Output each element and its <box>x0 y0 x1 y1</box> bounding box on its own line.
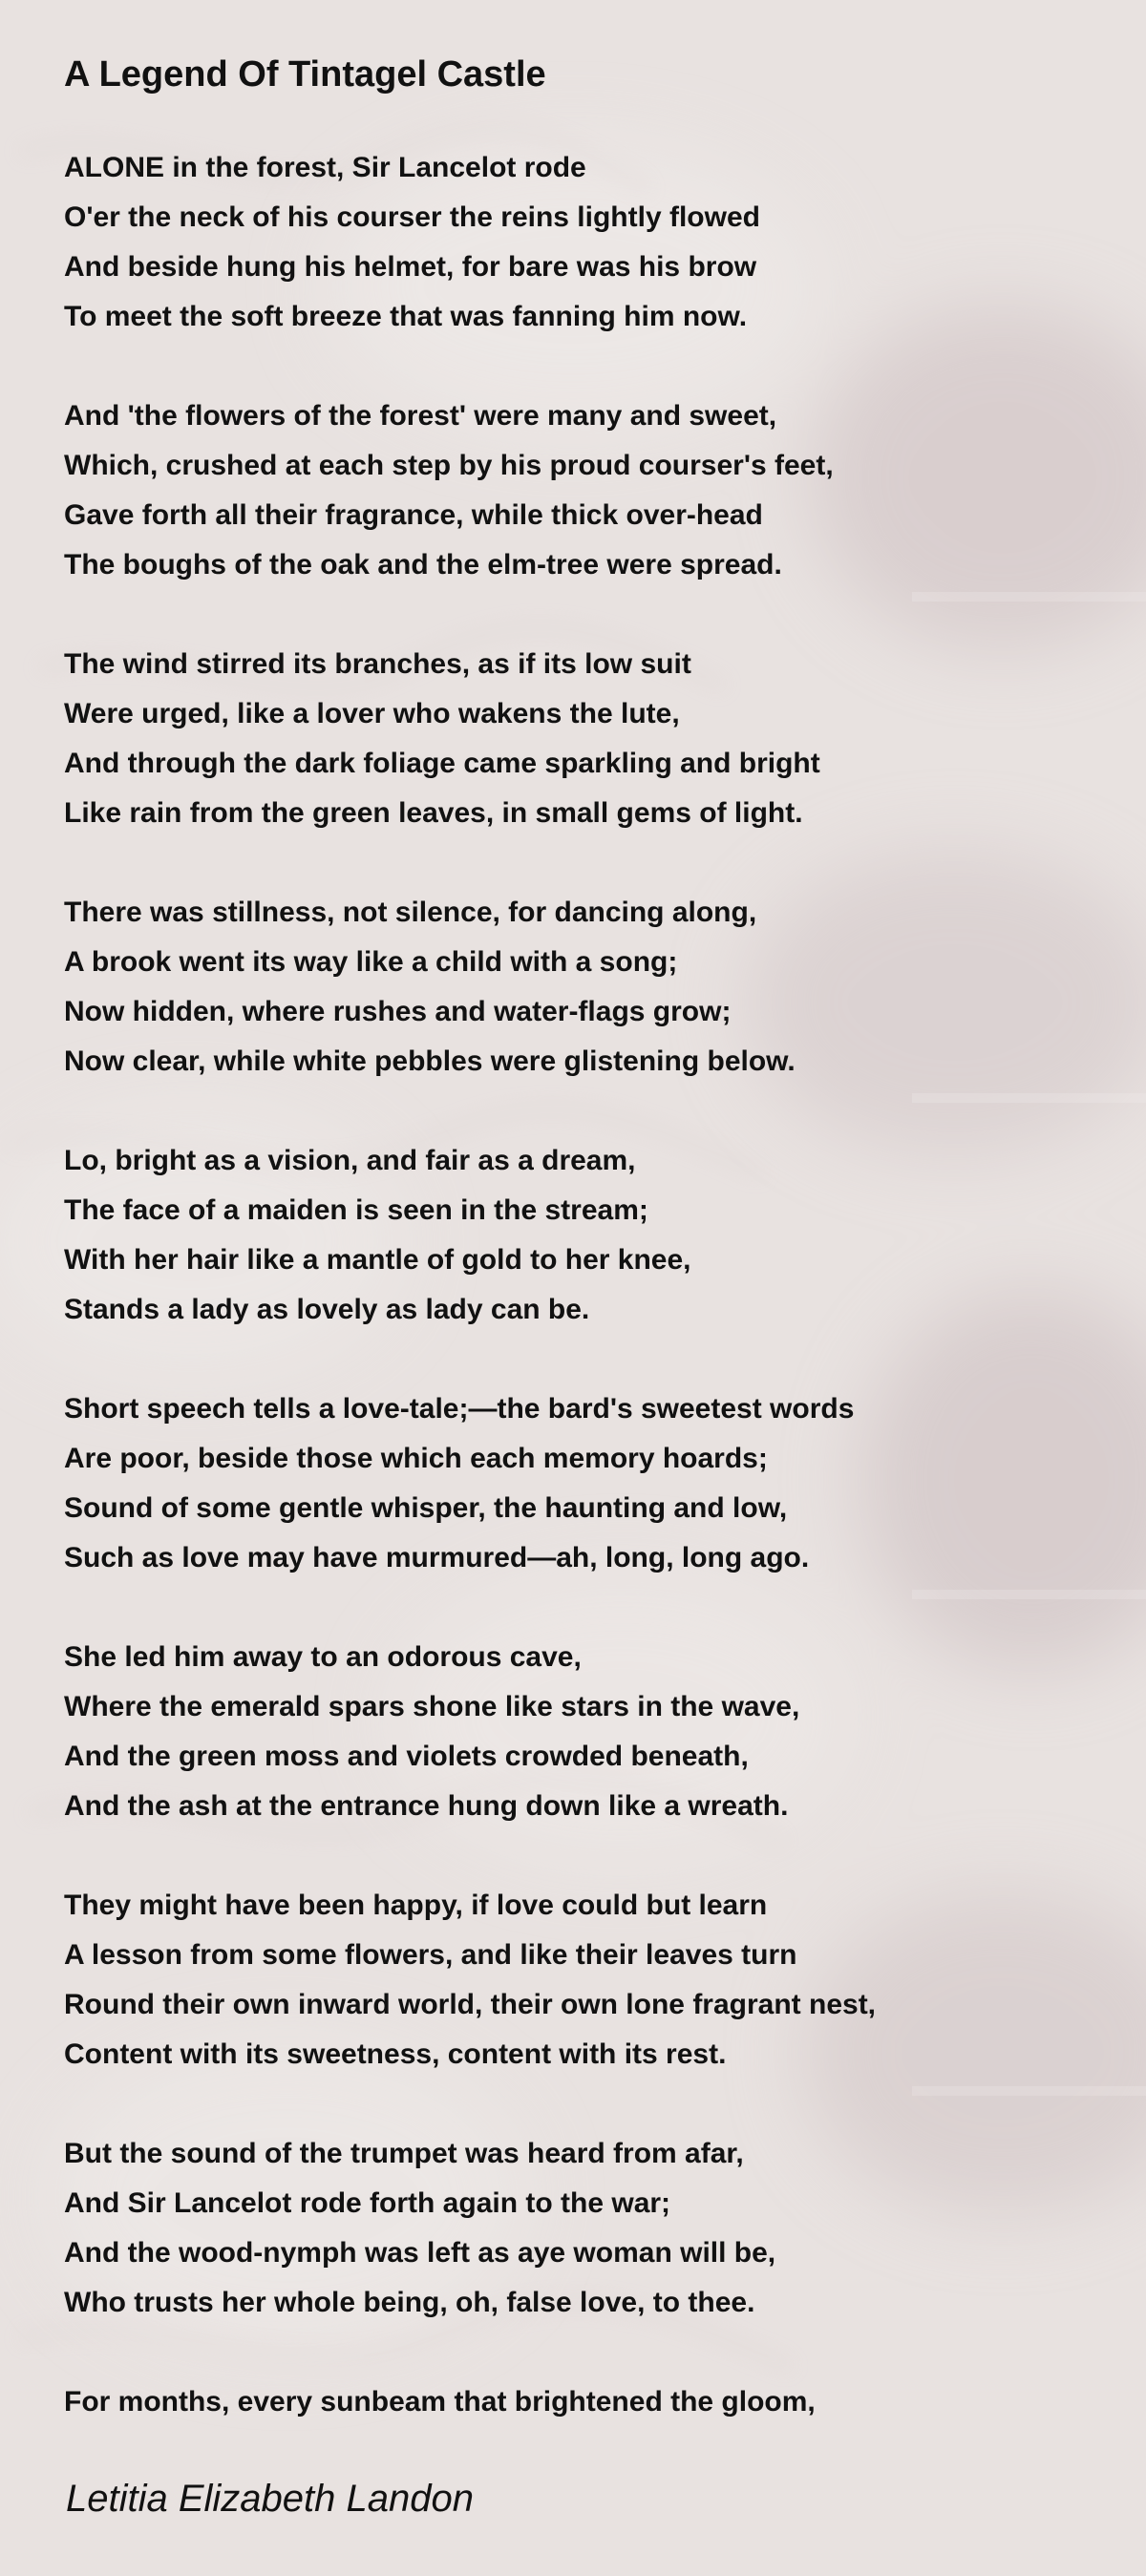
poem-line: The face of a maiden is seen in the stream; <box>64 1194 648 1226</box>
stanza-5 <box>64 1136 1114 1335</box>
poem-line: Gave forth all their fragrance, while thick over-head <box>64 499 763 531</box>
poem-line: A brook went its way like a child with a song; <box>64 946 678 978</box>
poem-line: She led him away to an odorous cave, <box>64 1641 582 1673</box>
poem-line: Like rain from the green leaves, in small gems of light. <box>64 797 803 829</box>
poem-line: Now clear, while white pebbles were glistening below. <box>64 1045 796 1077</box>
stanza-6 <box>64 1384 1114 1583</box>
stanza-2 <box>64 391 1114 590</box>
poem-line: Stands a lady as lovely as lady can be. <box>64 1294 590 1325</box>
poem-line: Lo, bright as a vision, and fair as a dream, <box>64 1145 636 1176</box>
poem-line: To meet the soft breeze that was fanning him now. <box>64 301 748 332</box>
poem-line: And beside hung his helmet, for bare was his brow <box>64 251 757 283</box>
poem-line: With her hair like a mantle of gold to her knee, <box>64 1244 691 1276</box>
poem-line: And the wood-nymph was left as aye woman will be, <box>64 2237 776 2269</box>
poem-line: A lesson from some flowers, and like their leaves turn <box>64 1939 797 1971</box>
poem-line: And 'the flowers of the forest' were many and sweet, <box>64 400 777 432</box>
poem-line: Are poor, beside those which each memory hoards; <box>64 1443 768 1474</box>
poem-line: Round their own inward world, their own lone fragrant nest, <box>64 1989 877 2020</box>
poem-body <box>64 46 1114 2477</box>
poem-line: Now hidden, where rushes and water-flags grow; <box>64 996 732 1027</box>
poem-line: Sound of some gentle whisper, the haunting and low, <box>64 1492 788 1524</box>
poem-line: Such as love may have murmured—ah, long, long ago. <box>64 1542 810 1573</box>
stanza-1 <box>64 143 1114 342</box>
poem-line: Who trusts her whole being, oh, false love, to thee. <box>64 2287 755 2318</box>
poem-author: Letitia Elizabeth Landon <box>66 2478 474 2520</box>
poem-line: And Sir Lancelot rode forth again to the war; <box>64 2187 671 2219</box>
stanza-3 <box>64 640 1114 838</box>
poem-line: Short speech tells a love-tale;—the bard's sweetest words <box>64 1393 855 1425</box>
stanza-7 <box>64 1633 1114 1831</box>
poem-line: O'er the neck of his courser the reins lightly flowed <box>64 201 760 233</box>
stanza-9 <box>64 2129 1114 2328</box>
poem-line: And through the dark foliage came sparkling and bright <box>64 748 820 779</box>
poem-line: Which, crushed at each step by his proud courser's feet, <box>64 450 834 481</box>
poem-line: They might have been happy, if love could but learn <box>64 1890 768 1921</box>
poem-line: The wind stirred its branches, as if its low suit <box>64 648 691 680</box>
poem-line: There was stillness, not silence, for dancing along, <box>64 897 757 928</box>
poem-title: A Legend Of Tintagel Castle <box>64 54 546 95</box>
stanza-4 <box>64 888 1114 1087</box>
poem-line: And the green moss and violets crowded beneath, <box>64 1741 749 1772</box>
poem-line: And the ash at the entrance hung down like a wreath. <box>64 1790 789 1822</box>
poem-line: The boughs of the oak and the elm-tree were spread. <box>64 549 782 581</box>
stanza-10 <box>64 2377 1114 2427</box>
poem-line: Where the emerald spars shone like stars in the wave, <box>64 1691 800 1722</box>
poem-line: For months, every sunbeam that brightened the gloom, <box>64 2386 816 2418</box>
stanza-8 <box>64 1881 1114 2080</box>
poem-line: ALONE in the forest, Sir Lancelot rode <box>64 152 586 183</box>
poem-line: But the sound of the trumpet was heard from afar, <box>64 2138 744 2169</box>
poem-line: Were urged, like a lover who wakens the lute, <box>64 698 680 729</box>
poem-line: Content with its sweetness, content with its rest. <box>64 2038 727 2070</box>
